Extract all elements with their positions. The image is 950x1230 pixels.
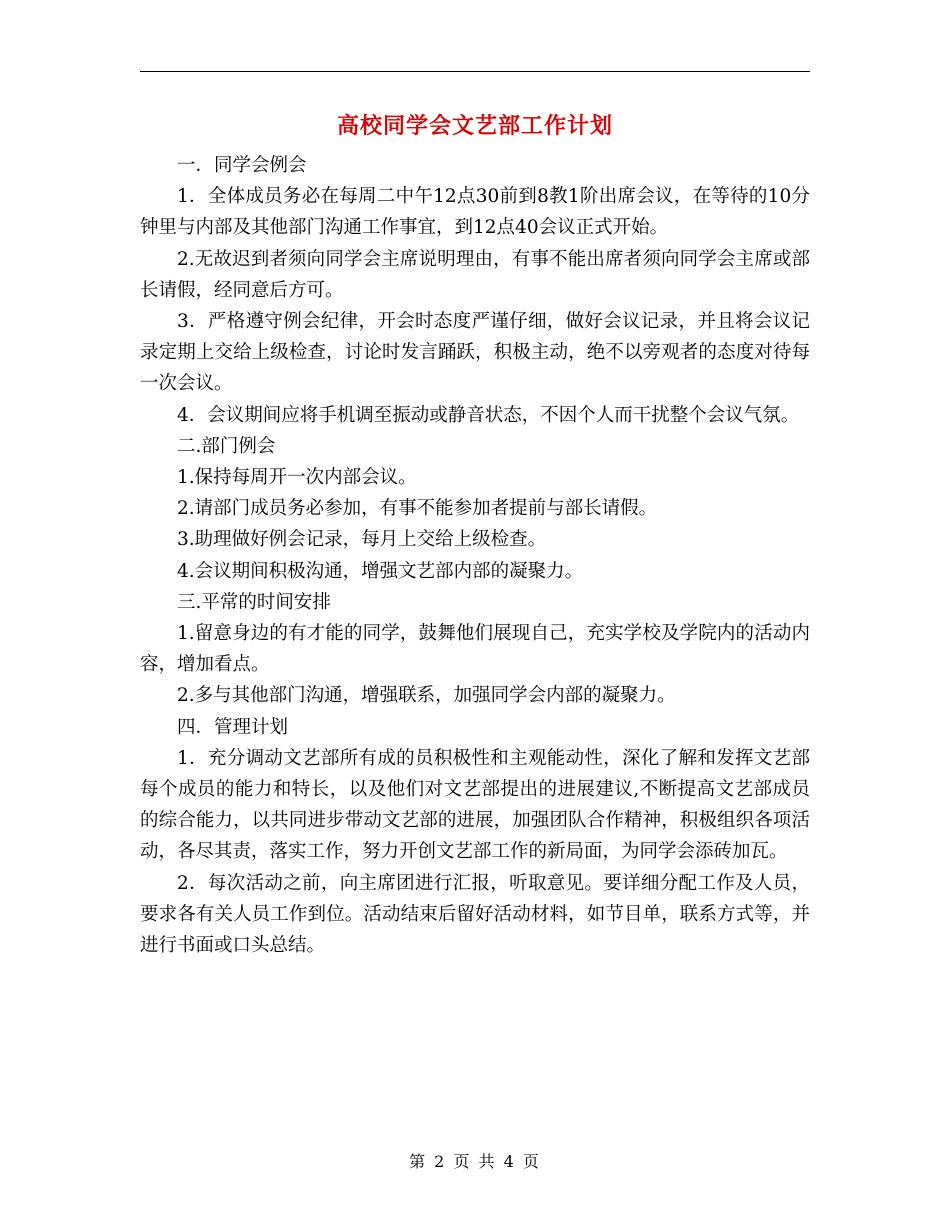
paragraph: 1.保持每周开一次内部会议。: [177, 467, 417, 489]
document-title: 高校同学会文艺部工作计划: [336, 113, 613, 139]
paragraph: 1．全体成员务必在每周二中午12点30前到8教1阶出席会议，在等待的10分钟里与内部及其他部门沟通工作事宜，到12点40会议正式开始。: [140, 186, 810, 239]
paragraph: 2.无故迟到者须向同学会主席说明理由，有事不能出席者须向同学会主席或部长请假，经同意后方可。: [140, 248, 810, 301]
paragraph: 1．充分调动文艺部所有成的员积极性和主观能动性，深化了解和发挥文艺部每个成员的能力和特长，以及他们对文艺部提出的进展建议,不断提高文艺部成员的综合能力，以共同进步带动文艺部的进展，加强团队合作精神，积极组织各项活动，各尽其责，落实工作，努力开创文艺部工作的新局面，为同学会添砖加瓦。: [140, 747, 810, 863]
paragraph: 3.助理做好例会记录，每月上交给上级检查。: [177, 529, 547, 551]
paragraph: 2.请部门成员务必参加，有事不能参加者提前与部长请假。: [177, 498, 658, 520]
paragraph: 1.留意身边的有才能的同学，鼓舞他们展现自己，充实学校及学院内的活动内容，增加看点。: [140, 623, 810, 676]
section-heading-2: 二.部门例会: [177, 435, 276, 457]
paragraph: 3．严格遵守例会纪律，开会时态度严谨仔细，做好会议记录，并且将会议记录定期上交给上级检查，讨论时发言踊跃，积极主动，绝不以旁观者的态度对待每一次会议。: [140, 311, 810, 395]
section-heading-1: 一．同学会例会: [177, 155, 307, 176]
header-rule: [140, 71, 810, 72]
paragraph: 4.会议期间积极沟通，增强文艺部内部的凝聚力。: [177, 560, 584, 582]
document-body: [140, 150, 810, 961]
section-heading-4: 四．管理计划: [177, 716, 289, 738]
paragraph: 4．会议期间应将手机调至振动或静音状态，不因个人而干扰整个会议气氛。: [177, 404, 800, 426]
page-footer: 第 2 页 共 4 页: [409, 1152, 541, 1171]
paragraph: 2.多与其他部门沟通，增强联系，加强同学会内部的凝聚力。: [177, 685, 676, 707]
section-heading-3: 三.平常的时间安排: [177, 591, 331, 613]
paragraph: 2．每次活动之前，向主席团进行汇报，听取意见。要详细分配工作及人员，要求各有关人员工作到位。活动结束后留好活动材料，如节目单，联系方式等，并进行书面或口头总结。: [140, 872, 810, 957]
